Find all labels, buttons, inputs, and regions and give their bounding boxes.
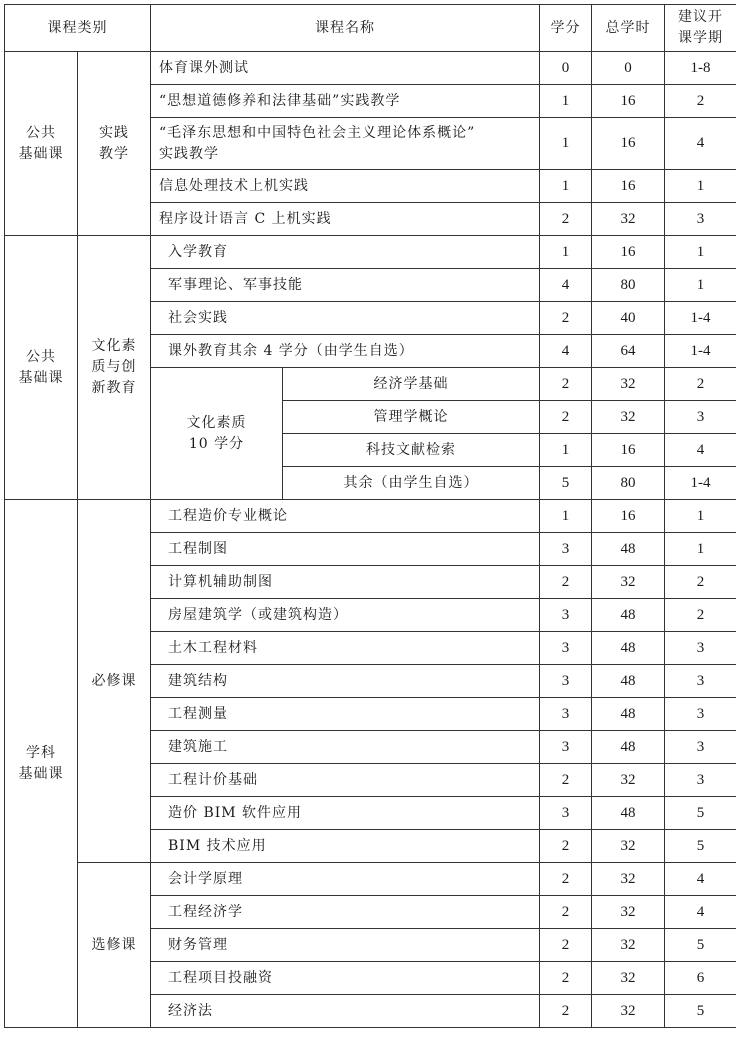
credit-cell: 2 <box>540 566 592 599</box>
hours-cell: 0 <box>592 52 665 85</box>
term-cell: 4 <box>665 896 736 929</box>
course-name-cell: 工程造价专业概论 <box>151 500 540 533</box>
credit-cell: 1 <box>540 500 592 533</box>
term-cell: 5 <box>665 797 736 830</box>
term-cell: 3 <box>665 203 736 236</box>
term-cell: 3 <box>665 665 736 698</box>
course-name-cell: 工程制图 <box>151 533 540 566</box>
table-row <box>5 52 736 85</box>
hours-cell: 32 <box>592 764 665 797</box>
course-name-cell: 经济法 <box>151 995 540 1028</box>
term-cell: 1-4 <box>665 467 736 500</box>
term-cell: 1 <box>665 170 736 203</box>
hours-cell: 32 <box>592 203 665 236</box>
hours-cell: 48 <box>592 665 665 698</box>
course-name-cell: BIM 技术应用 <box>151 830 540 863</box>
header-course-name: 课程名称 <box>151 5 540 52</box>
term-cell: 4 <box>665 434 736 467</box>
credit-cell: 2 <box>540 896 592 929</box>
header-credit: 学分 <box>540 5 592 52</box>
header-category: 课程类别 <box>5 5 151 52</box>
credit-cell: 3 <box>540 599 592 632</box>
table-row <box>5 236 736 269</box>
header-term <box>665 5 736 52</box>
term-cell: 1-4 <box>665 302 736 335</box>
course-name-cell: 入学教育 <box>151 236 540 269</box>
credit-cell: 1 <box>540 434 592 467</box>
term-cell: 2 <box>665 599 736 632</box>
term-cell: 3 <box>665 698 736 731</box>
course-name-cell: 财务管理 <box>151 929 540 962</box>
term-cell: 3 <box>665 764 736 797</box>
course-name-cell: “毛泽东思想和中国特色社会主义理论体系概论” 实践教学 <box>151 118 540 170</box>
credit-cell: 3 <box>540 533 592 566</box>
course-name-cell: 其余（由学生自选） <box>283 467 540 500</box>
course-name-cell: 建筑施工 <box>151 731 540 764</box>
hours-cell: 16 <box>592 170 665 203</box>
course-name-cell: 社会实践 <box>151 302 540 335</box>
header-term-line2: 课学期 <box>678 30 723 46</box>
table-row <box>5 863 736 896</box>
credit-cell: 1 <box>540 236 592 269</box>
category-cell: 学科 基础课 <box>5 500 78 1028</box>
term-cell: 5 <box>665 995 736 1028</box>
hours-cell: 80 <box>592 269 665 302</box>
term-cell: 4 <box>665 118 736 170</box>
credit-cell: 2 <box>540 830 592 863</box>
header-term-line1: 建议开 <box>678 9 723 25</box>
hours-cell: 80 <box>592 467 665 500</box>
credit-cell: 0 <box>540 52 592 85</box>
term-cell: 5 <box>665 830 736 863</box>
credit-cell: 2 <box>540 929 592 962</box>
credit-cell: 2 <box>540 863 592 896</box>
credit-cell: 2 <box>540 995 592 1028</box>
term-cell: 3 <box>665 731 736 764</box>
hours-cell: 16 <box>592 500 665 533</box>
term-cell: 1 <box>665 269 736 302</box>
hours-cell: 48 <box>592 533 665 566</box>
course-name-cell: 工程经济学 <box>151 896 540 929</box>
course-name-cell: 工程项目投融资 <box>151 962 540 995</box>
hours-cell: 40 <box>592 302 665 335</box>
hours-cell: 16 <box>592 236 665 269</box>
credit-cell: 2 <box>540 368 592 401</box>
term-cell: 1 <box>665 236 736 269</box>
credit-cell: 4 <box>540 335 592 368</box>
course-name-cell: 建筑结构 <box>151 665 540 698</box>
course-name-cell: 军事理论、军事技能 <box>151 269 540 302</box>
course-name-cell: 工程计价基础 <box>151 764 540 797</box>
course-name-cell: 管理学概论 <box>283 401 540 434</box>
category-cell: 公共 基础课 <box>5 52 78 236</box>
curriculum-table <box>4 4 736 1028</box>
credit-cell: 1 <box>540 118 592 170</box>
course-name-cell: 程序设计语言 C 上机实践 <box>151 203 540 236</box>
term-cell: 3 <box>665 401 736 434</box>
credit-cell: 2 <box>540 401 592 434</box>
course-name-cell: 课外教育其余 4 学分（由学生自选） <box>151 335 540 368</box>
credit-cell: 2 <box>540 962 592 995</box>
credit-cell: 2 <box>540 302 592 335</box>
hours-cell: 32 <box>592 401 665 434</box>
credit-cell: 3 <box>540 665 592 698</box>
term-cell: 3 <box>665 632 736 665</box>
hours-cell: 32 <box>592 995 665 1028</box>
term-cell: 1 <box>665 500 736 533</box>
table-row <box>5 500 736 533</box>
course-name-cell: 会计学原理 <box>151 863 540 896</box>
hours-cell: 48 <box>592 632 665 665</box>
hours-cell: 16 <box>592 434 665 467</box>
course-name-cell: 土木工程材料 <box>151 632 540 665</box>
subcategory-cell: 文化素 质与创 新教育 <box>78 236 151 500</box>
hours-cell: 32 <box>592 830 665 863</box>
hours-cell: 64 <box>592 335 665 368</box>
elective-label-cell: 选修课 <box>78 863 151 1028</box>
category-cell: 公共 基础课 <box>5 236 78 500</box>
course-name-cell: 体育课外测试 <box>151 52 540 85</box>
hours-cell: 16 <box>592 85 665 118</box>
course-name-cell: 经济学基础 <box>283 368 540 401</box>
term-cell: 6 <box>665 962 736 995</box>
credit-cell: 2 <box>540 764 592 797</box>
hours-cell: 32 <box>592 566 665 599</box>
credit-cell: 1 <box>540 85 592 118</box>
course-name-cell: 房屋建筑学（或建筑构造） <box>151 599 540 632</box>
term-cell: 1-4 <box>665 335 736 368</box>
header-row <box>5 5 736 52</box>
credit-cell: 3 <box>540 797 592 830</box>
hours-cell: 16 <box>592 118 665 170</box>
credit-cell: 3 <box>540 731 592 764</box>
term-cell: 1 <box>665 533 736 566</box>
term-cell: 1-8 <box>665 52 736 85</box>
hours-cell: 48 <box>592 599 665 632</box>
hours-cell: 32 <box>592 368 665 401</box>
term-cell: 2 <box>665 368 736 401</box>
hours-cell: 48 <box>592 797 665 830</box>
subcategory-cell: 实践 教学 <box>78 52 151 236</box>
course-name-cell: 工程测量 <box>151 698 540 731</box>
required-label-cell: 必修课 <box>78 500 151 863</box>
hours-cell: 48 <box>592 731 665 764</box>
course-name-cell: 信息处理技术上机实践 <box>151 170 540 203</box>
hours-cell: 48 <box>592 698 665 731</box>
credit-cell: 3 <box>540 632 592 665</box>
term-cell: 5 <box>665 929 736 962</box>
course-name-cell: 科技文献检索 <box>283 434 540 467</box>
hours-cell: 32 <box>592 896 665 929</box>
credit-cell: 1 <box>540 170 592 203</box>
hours-cell: 32 <box>592 863 665 896</box>
course-name-cell: 造价 BIM 软件应用 <box>151 797 540 830</box>
credit-cell: 4 <box>540 269 592 302</box>
credit-cell: 3 <box>540 698 592 731</box>
term-cell: 2 <box>665 566 736 599</box>
credit-cell: 2 <box>540 203 592 236</box>
header-hours: 总学时 <box>592 5 665 52</box>
hours-cell: 32 <box>592 962 665 995</box>
course-name-cell: “思想道德修养和法律基础”实践教学 <box>151 85 540 118</box>
course-name-cell: 计算机辅助制图 <box>151 566 540 599</box>
term-cell: 2 <box>665 85 736 118</box>
hours-cell: 32 <box>592 929 665 962</box>
quality-group-cell: 文化素质 10 学分 <box>151 368 283 500</box>
curriculum-body <box>5 5 736 1028</box>
term-cell: 4 <box>665 863 736 896</box>
credit-cell: 5 <box>540 467 592 500</box>
